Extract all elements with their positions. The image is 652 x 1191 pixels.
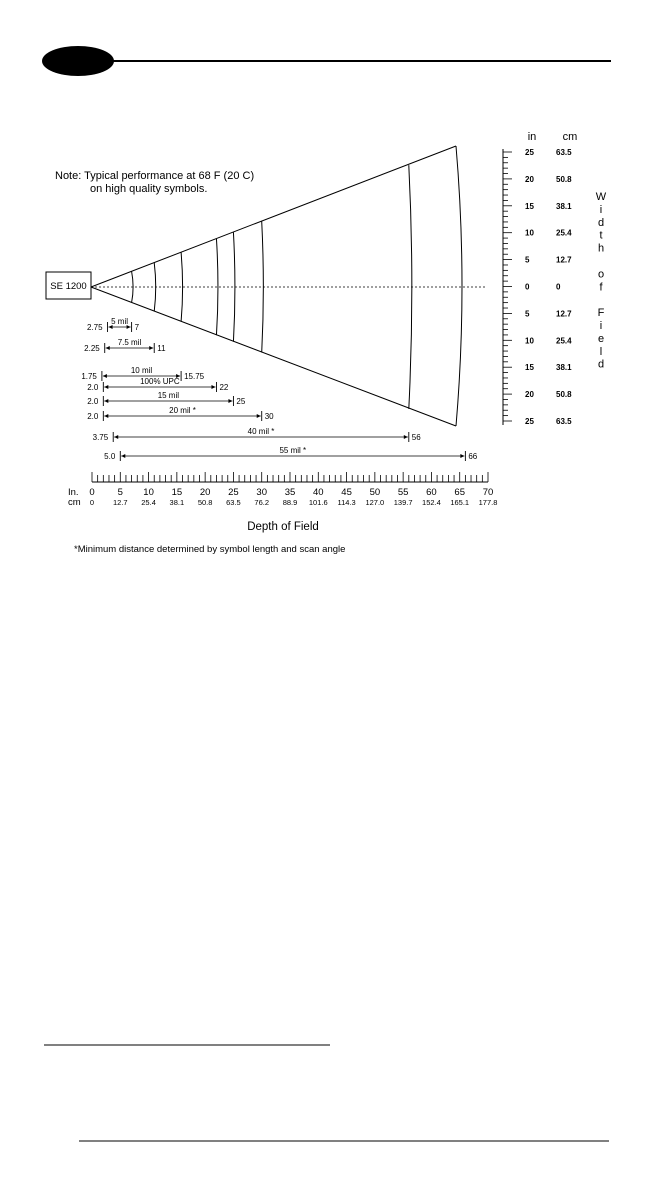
range-max-label: 56: [411, 433, 421, 442]
depth-axis-cm-value: 50.8: [197, 498, 213, 507]
axis-cm-label: cm: [68, 497, 81, 508]
cone-end-arc: [456, 146, 462, 426]
depth-axis-labels: [89, 487, 497, 507]
depth-axis-in-value: 40: [312, 487, 324, 498]
range-arrow-left: [104, 399, 108, 403]
zone-arc: [181, 252, 183, 321]
depth-axis-cm-value: 165.1: [450, 498, 470, 507]
depth-axis-cm-value: 101.6: [308, 498, 328, 507]
scale-in-header: in: [527, 131, 537, 143]
scale-cm-value: 50.8: [556, 390, 572, 400]
depth-axis-cm-value: 63.5: [226, 498, 241, 507]
range-symbol-name: 40 mil *: [247, 427, 275, 436]
symbol-range: [84, 338, 166, 353]
range-arrow-left: [114, 435, 118, 439]
depth-of-field-title: Depth of Field: [247, 521, 319, 533]
width-of-field-scale: [503, 131, 607, 426]
width-of-field-letter: h: [597, 242, 605, 255]
cone-upper-edge: [91, 146, 456, 287]
scale-in-value: 25: [525, 417, 534, 426]
scale-in-value: 0: [525, 282, 530, 292]
range-max-label: 30: [264, 412, 274, 421]
range-max-label: 11: [157, 344, 166, 353]
scale-in-value: 15: [525, 363, 534, 373]
range-symbol-name: 5 mil: [111, 317, 129, 326]
symbol-range-bars: [81, 317, 477, 461]
zone-arc: [233, 232, 235, 341]
range-arrow-left: [121, 454, 125, 458]
range-min-label: 2.0: [87, 397, 99, 406]
depth-axis-in-value: 15: [171, 487, 183, 498]
range-min-label: 2.0: [87, 383, 99, 392]
depth-axis-cm-value: 0: [89, 498, 95, 507]
range-max-label: 66: [468, 452, 478, 461]
scale-cm-value: 38.1: [556, 201, 572, 211]
width-of-field-letter: e: [597, 332, 605, 345]
depth-axis: [68, 472, 497, 508]
depth-axis-in-value: 60: [426, 487, 437, 498]
scale-in-value: 5: [525, 309, 530, 319]
scale-cm-value: 63.5: [556, 417, 572, 426]
depth-axis-in-value: 65: [454, 487, 466, 498]
depth-axis-cm-value: 25.4: [141, 498, 156, 507]
range-min-label: 2.0: [87, 412, 99, 421]
depth-axis-cm-value: 38.1: [169, 498, 185, 507]
range-max-label: 22: [219, 383, 229, 392]
range-arrow-right: [404, 435, 408, 439]
depth-axis-in-value: 0: [89, 487, 95, 498]
width-of-field-letter: o: [597, 268, 605, 281]
depth-axis-ticks: [92, 472, 488, 482]
scale-cm-value: 63.5: [556, 148, 572, 157]
range-symbol-name: 20 mil *: [169, 406, 196, 415]
range-arrow-right: [257, 414, 261, 418]
symbol-range: [104, 446, 478, 461]
scale-cm-value: 38.1: [556, 363, 572, 373]
width-of-field-letter: d: [597, 358, 605, 371]
scale-in-value: 15: [525, 201, 534, 211]
scale-cm-value: 25.4: [556, 336, 572, 346]
depth-axis-cm-value: 127.0: [365, 498, 385, 507]
range-arrow-right: [228, 399, 232, 403]
depth-axis-cm-value: 152.4: [422, 498, 441, 507]
scale-in-value: 20: [525, 174, 534, 184]
width-of-field-letter: d: [597, 216, 605, 229]
depth-axis-cm-value: 88.9: [282, 498, 298, 507]
depth-axis-in-value: 20: [199, 487, 211, 498]
scale-in-value: 10: [525, 336, 534, 346]
depth-axis-in-value: 45: [341, 487, 352, 498]
width-of-field-letter: i: [599, 203, 603, 216]
range-max-label: 15.75: [184, 372, 205, 381]
scale-cm-value: 0: [556, 282, 561, 292]
scale-in-value: 20: [525, 390, 534, 400]
range-min-label: 1.75: [81, 372, 97, 381]
range-symbol-name: 100% UPC: [140, 377, 180, 386]
scale-cm-value: 25.4: [556, 228, 572, 238]
depth-axis-in-value: 35: [284, 487, 296, 498]
depth-axis-in-value: 10: [143, 487, 154, 498]
depth-axis-in-value: 5: [117, 487, 123, 498]
range-symbol-name: 10 mil: [130, 366, 153, 375]
range-min-label: 2.25: [84, 344, 100, 353]
depth-axis-in-value: 25: [228, 487, 239, 498]
depth-axis-in-value: 70: [482, 487, 494, 498]
range-arrow-left: [104, 385, 108, 389]
scale-cm-value: 12.7: [556, 309, 572, 319]
symbol-range: [93, 427, 422, 442]
symbol-range: [87, 406, 274, 421]
cone-lower-edge: [91, 287, 456, 426]
scale-cm-header: cm: [562, 131, 578, 143]
range-min-label: 5.0: [104, 452, 116, 461]
width-of-field-letter: F: [597, 307, 605, 320]
width-of-field-letter: f: [599, 281, 603, 294]
range-symbol-name: 15 mil: [157, 391, 180, 400]
scale-in-value: 25: [525, 148, 534, 157]
symbol-range: [87, 377, 229, 392]
depth-axis-in-value: 55: [397, 487, 409, 498]
range-arrow-right: [460, 454, 464, 458]
range-arrow-right: [149, 346, 153, 350]
scale-cm-value: 12.7: [556, 255, 572, 265]
depth-axis-in-value: 30: [256, 487, 268, 498]
depth-axis-cm-value: 139.7: [393, 498, 413, 507]
range-arrow-left: [103, 374, 107, 378]
range-min-label: 2.75: [86, 323, 103, 332]
note-line-1: Note: Typical performance at 68 F (20 C): [55, 170, 255, 182]
footnote: *Minimum distance determined by symbol length and scan angle: [74, 544, 346, 555]
width-of-field-letter: l: [599, 345, 603, 358]
zone-arc: [409, 165, 412, 409]
zone-arc: [262, 222, 264, 353]
depth-axis-cm-value: 12.7: [112, 498, 128, 507]
width-of-field-letter: i: [599, 320, 603, 332]
range-min-label: 3.75: [92, 433, 109, 442]
scale-in-value: 5: [525, 255, 530, 265]
range-arrow-left: [106, 346, 110, 350]
chapter-tab: [42, 46, 114, 76]
depth-axis-cm-value: 114.3: [337, 498, 356, 507]
depth-axis-in-value: 50: [369, 487, 381, 498]
scale-labels: [525, 148, 572, 426]
range-symbol-name: 7.5 mil: [117, 338, 142, 347]
scale-ticks: [503, 152, 512, 421]
device-label: SE 1200: [50, 281, 87, 292]
scale-cm-value: 50.8: [556, 174, 572, 184]
range-arrow-right: [211, 385, 215, 389]
range-max-label: 7: [134, 323, 140, 332]
depth-axis-cm-value: 76.2: [254, 498, 270, 507]
range-max-label: 25: [236, 397, 246, 406]
width-of-field-label: [596, 191, 607, 371]
symbol-range: [87, 317, 140, 332]
zone-arc: [154, 263, 156, 312]
symbol-range: [87, 391, 246, 406]
width-of-field-letter: t: [599, 229, 603, 242]
width-of-field-letter: W: [595, 191, 607, 203]
depth-axis-cm-value: 177.8: [478, 498, 498, 507]
note-line-2: on high quality symbols.: [90, 183, 208, 195]
range-arrow-left: [104, 414, 108, 418]
scale-in-value: 10: [525, 228, 534, 238]
range-symbol-name: 55 mil *: [279, 446, 307, 455]
axis-in-label: In.: [68, 487, 79, 498]
